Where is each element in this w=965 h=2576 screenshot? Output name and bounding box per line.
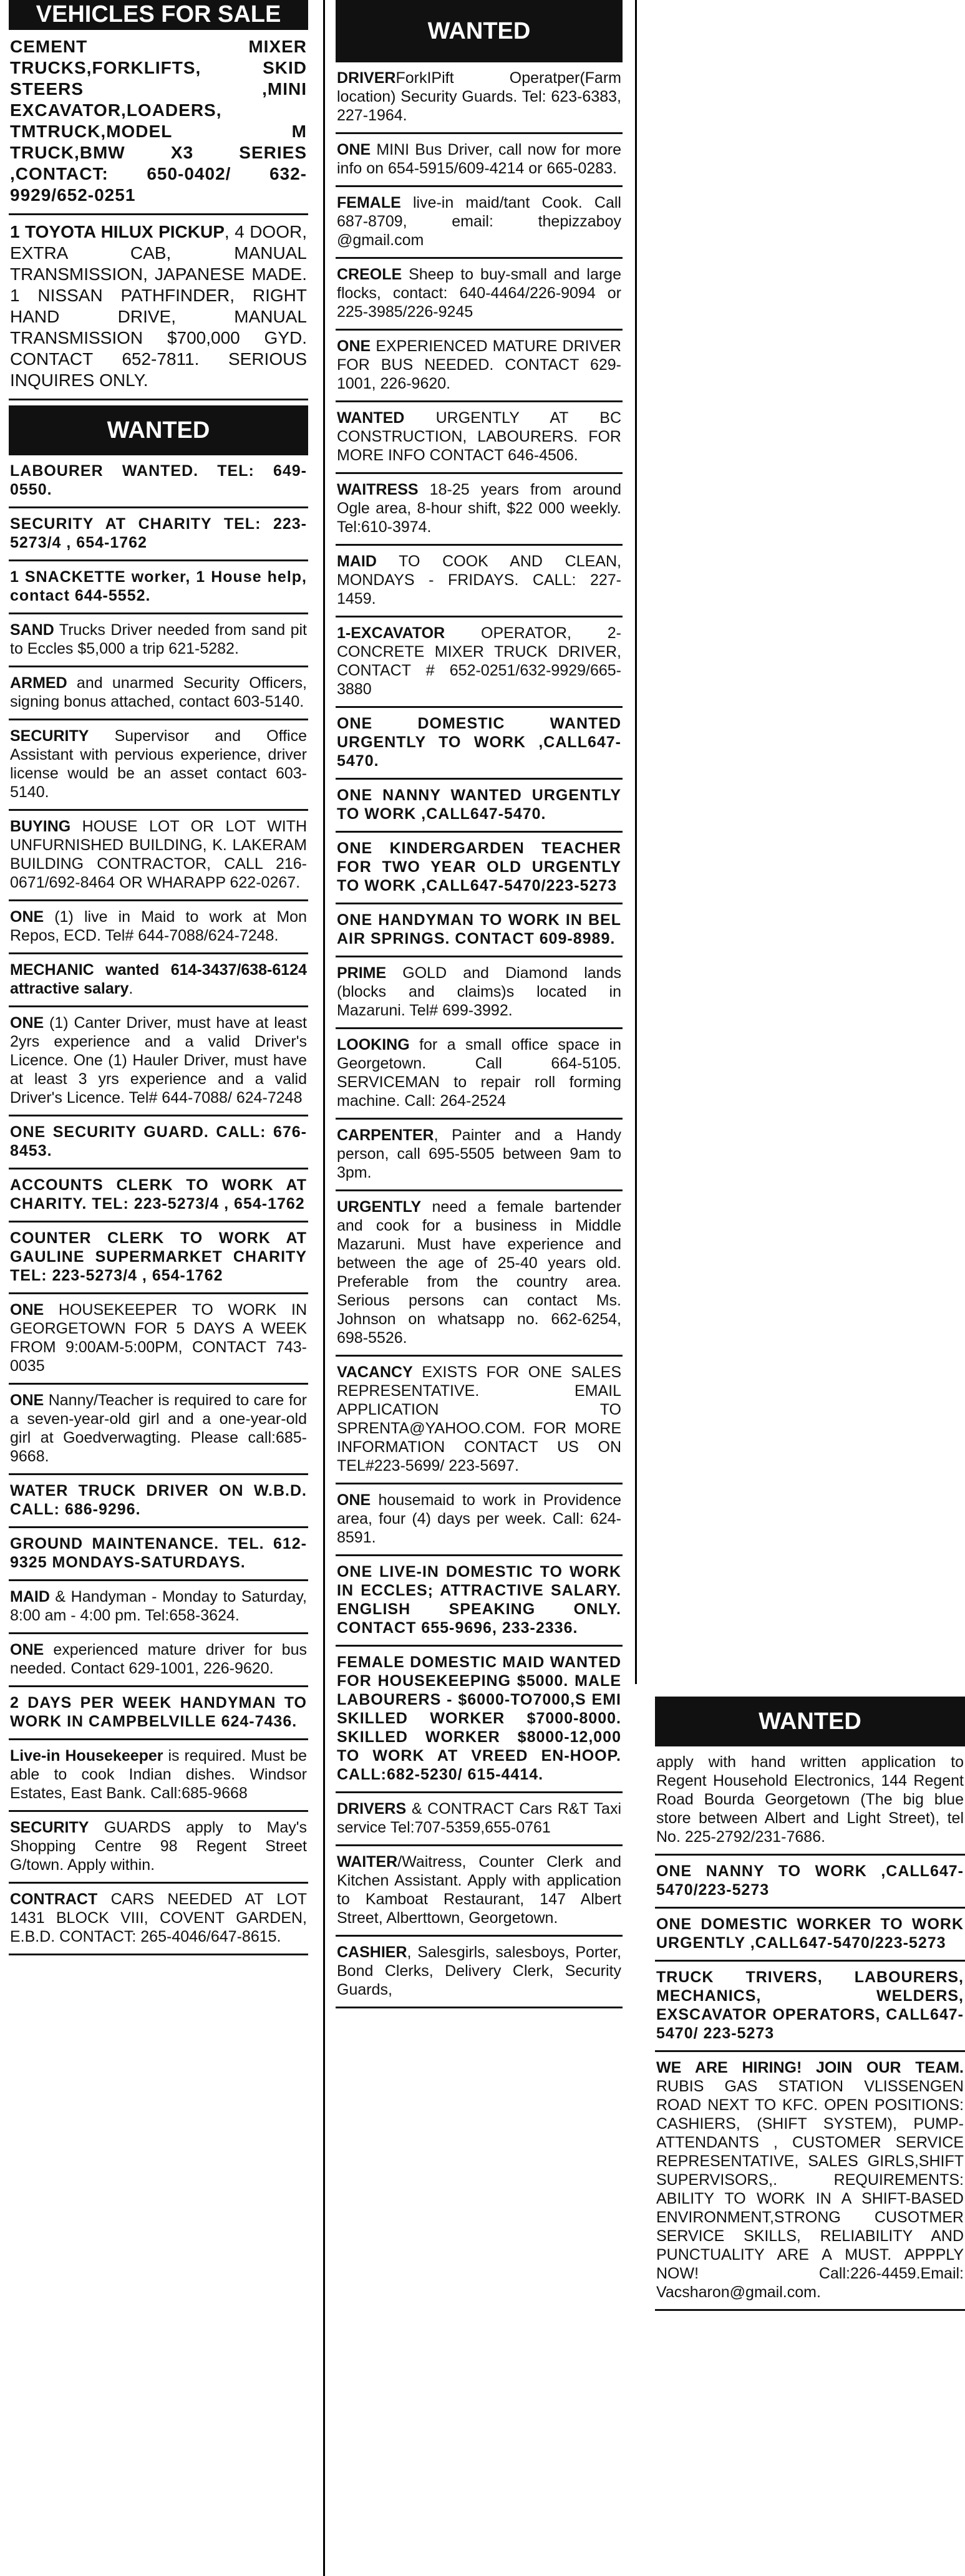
ad-lead-text: SECURITY [10, 1819, 89, 1836]
ad-body-text: , Salesgirls, salesboys, Porter, Bond Clerks, Delivery Clerk, Security Guards, [337, 1944, 621, 1998]
wanted-ad-list [9, 455, 308, 1955]
classified-ad [336, 1191, 623, 1357]
ad-lead-text: ONE NANNY TO WORK ,CALL647-5470/223-5273 [656, 1862, 964, 1899]
ad-lead-text: 1 TOYOTA HILUX PICKUP [10, 222, 225, 241]
ad-body-text: is required. Must be able to cook Indian dishes. Windsor Estates, East Bank. Call:685-9668 [10, 1747, 307, 1802]
classified-ad [336, 62, 623, 134]
classified-ad [9, 1528, 308, 1581]
ad-body-text: experienced mature driver for bus needed. Contact 629-1001, 226-9620. [10, 1641, 307, 1677]
classified-ad [336, 957, 623, 1029]
classified-ad [655, 1746, 965, 1856]
wanted-header: WANTED [336, 0, 623, 62]
column-divider-right [635, 0, 637, 1684]
ad-lead-text: MAID [337, 553, 377, 570]
classified-ad [9, 614, 308, 667]
ad-body-text: /Waitress, Counter Clerk and Kitchen Assistant. Apply with application to Kamboat Restaurant, 147 Albert Street, Alberttown, Georgetown. [337, 1853, 621, 1927]
ad-lead-text: LABOURER WANTED. TEL: 649-0550. [10, 462, 307, 498]
ad-lead-text: MECHANIC wanted 614-3437/638-6124 attractive salary [10, 961, 307, 997]
ad-lead-text: Live-in Housekeeper [10, 1747, 163, 1765]
ad-lead-text: WAITER [337, 1853, 398, 1871]
classified-ad [9, 1634, 308, 1687]
ad-body-text: for a small office space in Georgetown. Call 664-5105. SERVICEMAN to repair roll forming machine. Call: 264-2524 [337, 1036, 621, 1110]
classified-ad [9, 1812, 308, 1884]
wanted-header: WANTED [655, 1697, 965, 1746]
ad-body-text: Supervisor and Office Assistant with pervious experience, driver license would be an asset contact 603-5140. [10, 727, 307, 801]
ad-lead-text: GROUND MAINTENANCE. TEL. 612-9325 MONDAYS-SATURDAYS. [10, 1535, 307, 1571]
classified-ad [9, 1223, 308, 1294]
ad-body-text: GOLD and Diamond lands (blocks and claims)s located in Mazaruni. Tel# 699-3992. [337, 964, 621, 1019]
ad-lead-text: 1 SNACKETTE worker, 1 House help, contact 644-5552. [10, 568, 307, 604]
classified-ad [336, 402, 623, 474]
ad-body-text: and unarmed Security Officers, signing bonus attached, contact 603-5140. [10, 674, 307, 710]
classified-ad [9, 561, 308, 614]
classified-ad [9, 720, 308, 811]
classifieds-column-2 [336, 0, 623, 2008]
classified-ad [655, 1856, 965, 1909]
ad-body-text: Trucks Driver needed from sand pit to Eccles $5,000 a trip 621-5282. [10, 621, 307, 657]
classified-ad [336, 780, 623, 833]
classifieds-column-3 [655, 1697, 965, 2311]
ad-body-text: HOUSE LOT OR LOT WITH UNFURNISHED BUILDING, K. LAKERAM BUILDING CONTRACTOR, CALL 216-0671/692-8464 OR WHARAPP 622-0267. [10, 818, 307, 891]
classified-ad [655, 2052, 965, 2311]
ad-lead-text: WAITRESS [337, 481, 419, 498]
classified-ad [336, 833, 623, 904]
ad-lead-text: SAND [10, 621, 54, 639]
ad-lead-text: FEMALE DOMESTIC MAID WANTED FOR HOUSEKEEPING $5000. MALE LABOURERS - $6000-TO7000,S EMI SKILLED WORKER $7000-8000. SKILLED WORKER $8000-12,000 TO WORK AT VREED EN-HOOP. CALL:682-5230/ 615-4414. [337, 1654, 621, 1783]
ad-lead-text: ONE [337, 141, 371, 158]
classified-ad [336, 1120, 623, 1191]
ad-lead-text: ACCOUNTS CLERK TO WORK AT CHARITY. TEL: 223-5273/4 , 654-1762 [10, 1176, 307, 1213]
ad-lead-text: ONE DOMESTIC WORKER TO WORK URGENTLY ,CALL647-5470/223-5273 [656, 1915, 964, 1952]
ad-lead-text: LOOKING [337, 1036, 410, 1053]
classified-ad [336, 904, 623, 957]
ad-lead-text: URGENTLY [337, 1198, 422, 1216]
ad-lead-text: ONE LIVE-IN DOMESTIC TO WORK IN ECCLES; ATTRACTIVE SALARY. ENGLISH SPEAKING ONLY. CONTACT 655-9696, 233-2336. [337, 1563, 621, 1637]
ad-lead-text: WANTED [337, 409, 405, 427]
ad-body-text: Nanny/Teacher is required to care for a seven-year-old girl and a one-year-old girl at Goedverwagting. Please call:685-9668. [10, 1392, 307, 1465]
classified-ad [9, 901, 308, 954]
ad-body-text: & CONTRACT Cars R&T Taxi service Tel:707-5359,655-0761 [337, 1800, 621, 1836]
classified-ad [336, 546, 623, 617]
ad-body-text: URGENTLY AT BC CONSTRUCTION, LABOURERS. FOR MORE INFO CONTACT 646-4506. [337, 409, 621, 464]
ad-lead-text: ONE [10, 1392, 44, 1409]
classified-ad [655, 1909, 965, 1962]
ad-body-text: 18-25 years from around Ogle area, 8-hour shift, $22 000 weekly. Tel:610-3974. [337, 481, 621, 536]
ad-body-text: Sheep to buy-small and large flocks, contact: 640-4464/226-9094 or 225-3985/226-9245 [337, 266, 621, 321]
ad-body-text: TO COOK AND CLEAN, MONDAYS - FRIDAYS. CALL: 227-1459. [337, 553, 621, 608]
ad-body-text: apply with hand written application to Regent Household Electronics, 144 Regent Road Bourda Georgetown (The big blue store between Albert and Light Street), tel No. 225-2792/231-7686. [656, 1753, 964, 1846]
classified-ad [336, 474, 623, 546]
ad-lead-text: ONE [10, 1014, 44, 1032]
ad-lead-text: ONE [337, 337, 371, 355]
classified-ad [336, 1793, 623, 1846]
classified-ad [336, 187, 623, 259]
wanted-header: WANTED [9, 405, 308, 455]
classified-ad [336, 1647, 623, 1793]
classified-ad [336, 1029, 623, 1120]
classified-ad [9, 1687, 308, 1740]
classified-ad [336, 134, 623, 187]
ad-body-text: housemaid to work in Providence area, four (4) days per week. Call: 624-8591. [337, 1491, 621, 1546]
classified-ad [336, 708, 623, 780]
classified-ad [9, 667, 308, 720]
ad-body-text: EXISTS FOR ONE SALES REPRESENTATIVE. EMAIL APPLICATION TO SPRENTA@YAHOO.COM. FOR MORE INFORMATION CONTACT US ON TEL#223-5699/ 223-5697. [337, 1363, 621, 1474]
ad-lead-text: COUNTER CLERK TO WORK AT GAULINE SUPERMARKET CHARITY TEL: 223-5273/4 , 654-1762 [10, 1229, 307, 1284]
classified-ad [9, 508, 308, 561]
ad-body-text: EXPERIENCED MATURE DRIVER FOR BUS NEEDED. CONTACT 629-1001, 226-9620. [337, 337, 621, 392]
ad-lead-text: 2 DAYS PER WEEK HANDYMAN TO WORK IN CAMPBELVILLE 624-7436. [10, 1694, 307, 1730]
column-divider-left [323, 0, 325, 2576]
ad-lead-text: CASHIER [337, 1944, 407, 1961]
ad-lead-text: MAID [10, 1588, 50, 1605]
ad-body-text: (1) Canter Driver, must have at least 2yrs experience and a valid Driver's Licence. One (1) Hauler Driver, must have at least 3 yrs experience and a valid Driver's Licence. Tel# 644-7088/ 624-7248 [10, 1014, 307, 1106]
vehicles-for-sale-header: VEHICLES FOR SALE [9, 0, 308, 30]
ad-body-text: OPERATOR, 2- CONCRETE MIXER TRUCK DRIVER, CONTACT # 652-0251/632-9929/665-3880 [337, 624, 621, 698]
classified-ad [9, 455, 308, 508]
ad-lead-text: SECURITY AT CHARITY TEL: 223-5273/4 , 654-1762 [10, 515, 307, 551]
ad-body-text: MINI Bus Driver, call now for more info on 654-5915/609-4214 or 665-0283. [337, 141, 621, 177]
ad-body-text: RUBIS GAS STATION VLISSENGEN ROAD NEXT TO KFC. OPEN POSITIONS: CASHIERS, (SHIFT SYSTEM), PUMP-ATTENDANTS , CUSTOMER SERVICE REPRESENTATIVE, SALES GIRLS,SHIFT SUPERVISORS,. REQUIREMENTS: ABILITY TO WORK IN A SHIFT-BASED ENVIRONMENT,STRONG CUSOTMER SERVICE SKILLS, RELIABILITY AND PUNCTUALITY ARE A MUST. APPPLY NOW! Call:226-4459.Email: Vacsharon@gmail.com. [656, 2078, 964, 2301]
ad-lead-text: WATER TRUCK DRIVER ON W.B.D. CALL: 686-9296. [10, 1482, 307, 1518]
ad-lead-text: ONE [10, 1641, 44, 1658]
ad-lead-text: SECURITY [10, 727, 89, 745]
classified-ad [9, 954, 308, 1007]
classified-ad [9, 1385, 308, 1475]
ad-lead-text: BUYING [10, 818, 71, 835]
classified-ad [336, 331, 623, 402]
ad-lead-text: ONE [10, 1301, 44, 1319]
ad-lead-text: FEMALE [337, 194, 401, 211]
ad-body-text: (1) live in Maid to work at Mon Repos, ECD. Tel# 644-7088/624-7248. [10, 908, 307, 944]
ad-lead-text: CARPENTER [337, 1126, 434, 1144]
ad-lead-text: TRUCK TRIVERS, LABOURERS, MECHANICS, WELDERS, EXSCAVATOR OPERATORS, CALL647-5470/ 223-5273 [656, 1968, 964, 2042]
ad-body-text: , 4 DOOR, EXTRA CAB, MANUAL TRANSMISSION, JAPANESE MADE. 1 NISSAN PATHFINDER, RIGHT HAND DRIVE, MANUAL TRANSMISSION $700,000 GYD. CONTACT 652-7811. SERIOUS INQUIRES ONLY. [10, 222, 307, 390]
ad-lead-text: CONTRACT [10, 1891, 98, 1908]
classified-ad [9, 1581, 308, 1634]
wanted-ad-list [655, 1746, 965, 2311]
ad-lead-text: ONE SECURITY GUARD. CALL: 676-8453. [10, 1123, 307, 1160]
classified-ad [9, 215, 308, 400]
classified-ad [336, 259, 623, 331]
classified-ad [336, 1846, 623, 1937]
classified-ad [336, 1357, 623, 1484]
classified-ad [336, 1937, 623, 2008]
ad-lead-text: CREOLE [337, 266, 402, 283]
classified-ad [9, 1169, 308, 1223]
ad-lead-text: PRIME [337, 964, 387, 982]
classified-ad [336, 1484, 623, 1556]
ad-body-text: , Painter and a Handy person, call 695-5505 between 9am to 3pm. [337, 1126, 621, 1181]
ad-body-text: ForkIPift Operatper(Farm location) Security Guards. Tel: 623-6383, 227-1964. [337, 69, 621, 124]
ad-lead-text: DRIVERS [337, 1800, 407, 1818]
wanted-ad-list [336, 62, 623, 2008]
classified-ad [9, 1294, 308, 1385]
classified-ad [9, 1475, 308, 1528]
classified-ad [336, 1556, 623, 1647]
ad-body-text: live-in maid/tant Cook. Call 687-8709, email: thepizzaboy @gmail.com [337, 194, 621, 249]
ad-lead-text: DRIVER [337, 69, 396, 87]
ad-lead-text: ONE HANDYMAN TO WORK IN BEL AIR SPRINGS. CONTACT 609-8989. [337, 911, 621, 947]
vehicles-ad-list [9, 30, 308, 400]
classified-ad [336, 617, 623, 708]
ad-lead-text: ARMED [10, 674, 67, 692]
ad-body-text: . [129, 980, 133, 997]
ad-lead-text: ONE KINDERGARDEN TEACHER FOR TWO YEAR OLD URGENTLY TO WORK ,CALL647-5470/223-5273 [337, 840, 621, 894]
ad-lead-text: ONE [337, 1491, 371, 1509]
ad-body-text: HOUSEKEEPER TO WORK IN GEORGETOWN FOR 5 DAYS A WEEK FROM 9:00AM-5:00PM, CONTACT 743-0035 [10, 1301, 307, 1375]
classifieds-column-1 [9, 0, 308, 1955]
ad-lead-text: VACANCY [337, 1363, 413, 1381]
classified-ad [9, 1007, 308, 1116]
ad-lead-text: WE ARE HIRING! JOIN OUR TEAM. [656, 2059, 964, 2076]
classified-ad [9, 1740, 308, 1812]
classified-ad [9, 811, 308, 901]
ad-lead-text: 1-EXCAVATOR [337, 624, 445, 642]
ad-body-text: CARS NEEDED AT LOT 1431 BLOCK VIII, COVENT GARDEN, E.B.D. CONTACT: 265-4046/647-8615. [10, 1891, 307, 1945]
classified-ad [9, 1884, 308, 1955]
ad-lead-text: ONE [10, 908, 44, 926]
ad-body-text: & Handyman - Monday to Saturday, 8:00 am - 4:00 pm. Tel:658-3624. [10, 1588, 307, 1624]
classified-ad [9, 1116, 308, 1169]
ad-lead-text: CEMENT MIXER TRUCKS,FORKLIFTS, SKID STEERS ,MINI EXCAVATOR,LOADERS, TMTRUCK,MODEL M TRUCK,BMW X3 SERIES ,CONTACT: 650-0402/ 632-9929/652-0251 [10, 37, 307, 205]
ad-lead-text: ONE NANNY WANTED URGENTLY TO WORK ,CALL647-5470. [337, 787, 621, 823]
classified-ad [655, 1962, 965, 2052]
ad-body-text: GUARDS apply to May's Shopping Centre 98 Regent Street G/town. Apply within. [10, 1819, 307, 1874]
ad-lead-text: ONE DOMESTIC WANTED URGENTLY TO WORK ,CALL647-5470. [337, 715, 621, 770]
classified-ad [9, 30, 308, 215]
ad-body-text: need a female bartender and cook for a business in Middle Mazaruni. Must have experience and between the age of 25-40 years old. Preferable from the country area. Serious persons can contact Ms. Johnson on whatsapp no. 662-6254, 698-5526. [337, 1198, 621, 1347]
